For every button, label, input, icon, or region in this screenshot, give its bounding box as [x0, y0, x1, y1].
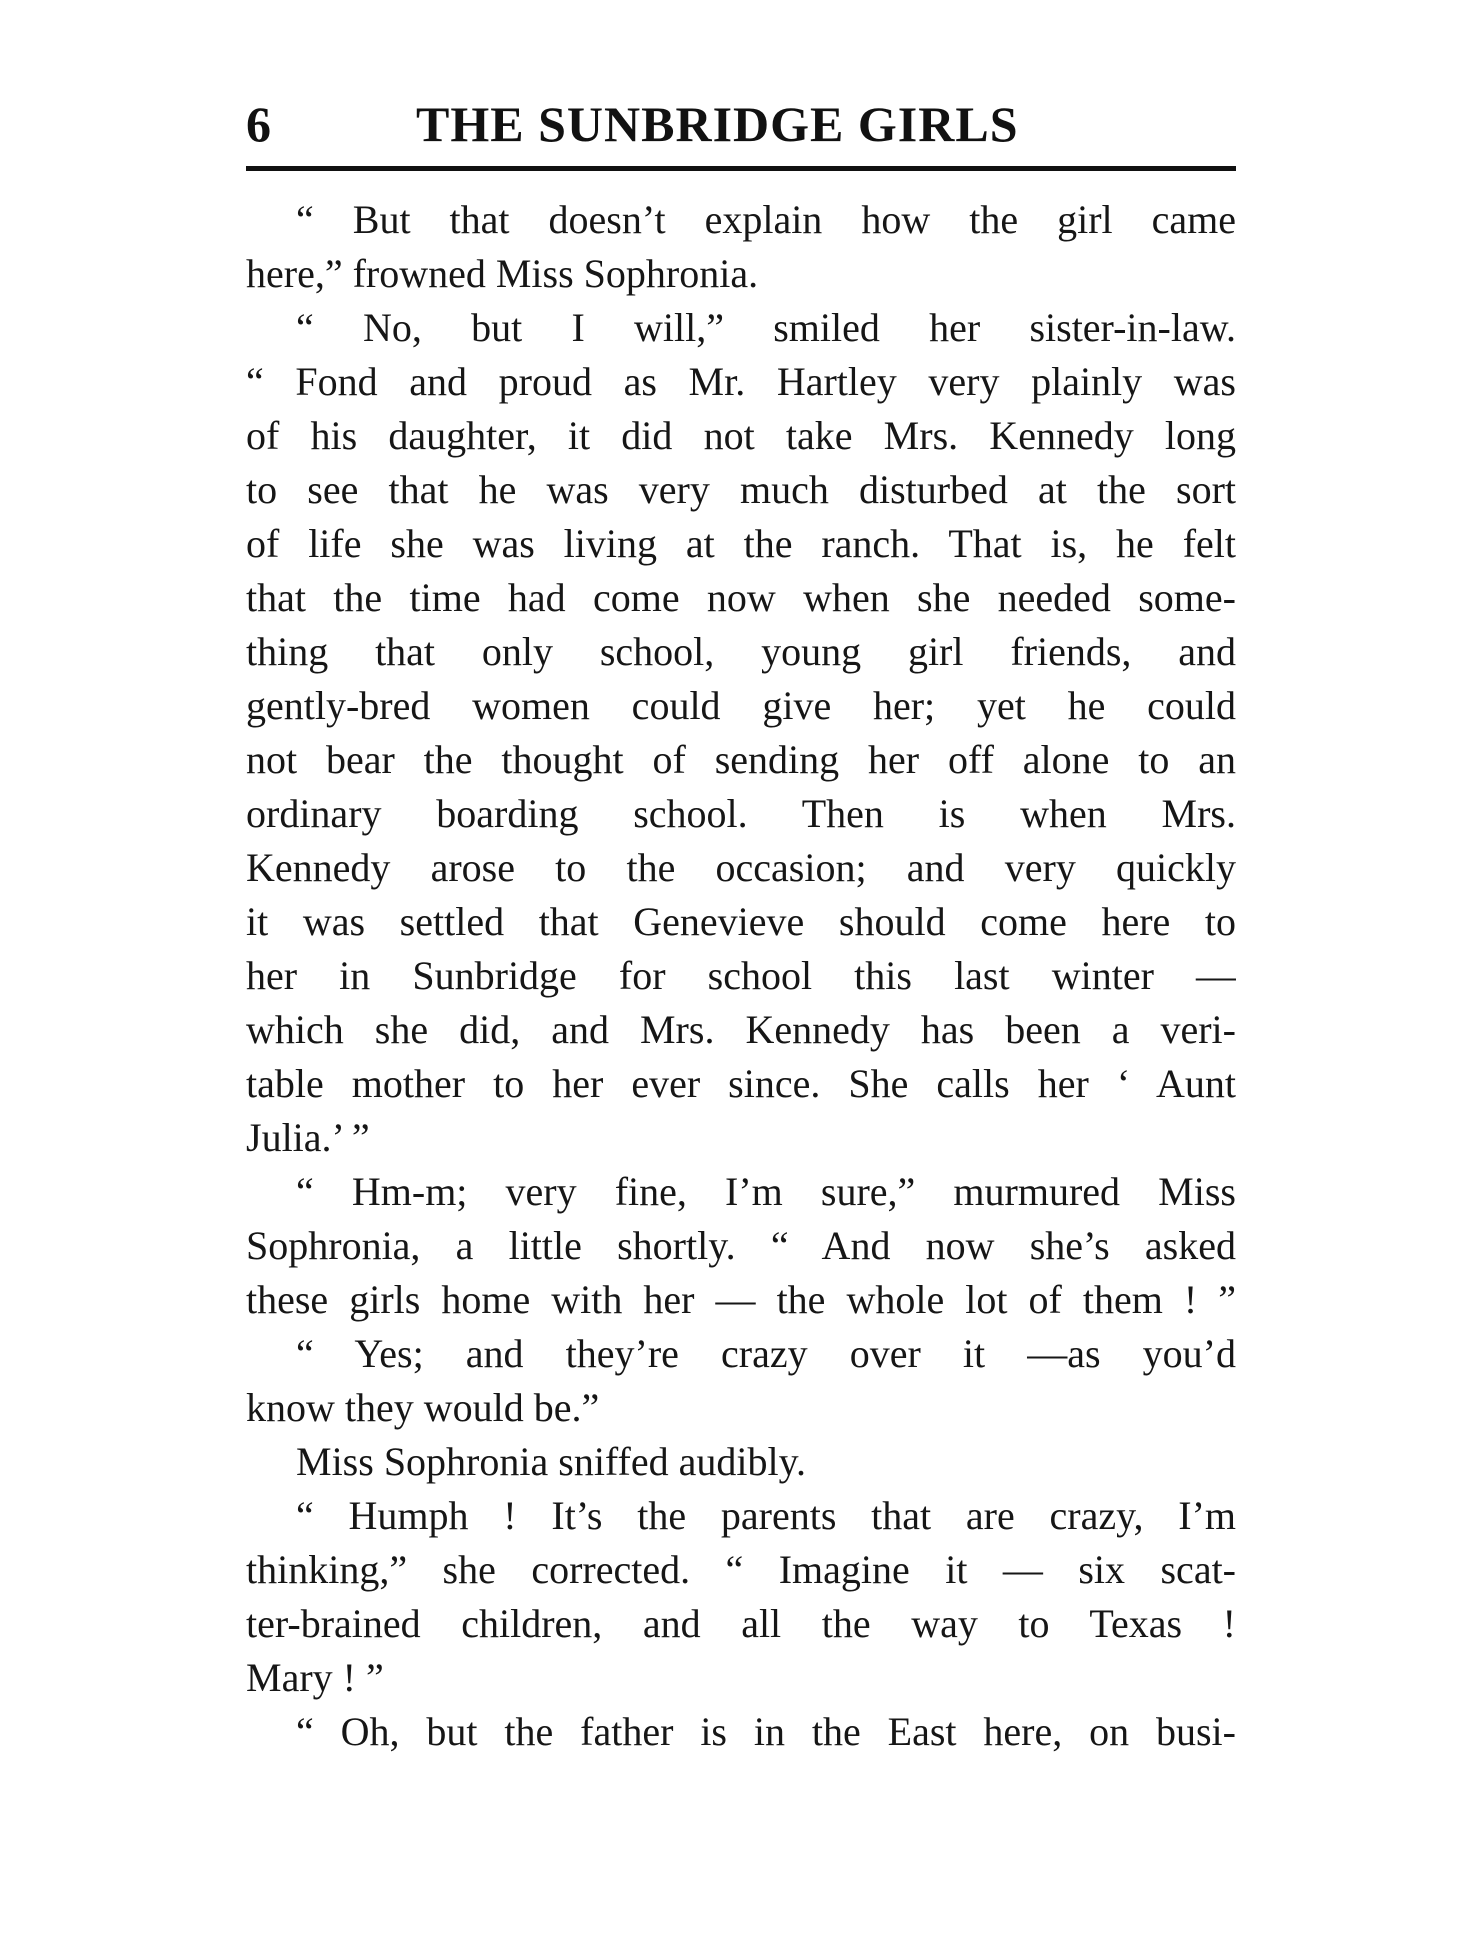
- text-line: thing that only school, young girl friends, and: [246, 629, 1236, 674]
- text-line: of his daughter, it did not take Mrs. Kennedy long: [246, 413, 1236, 458]
- text-line: Miss Sophronia sniffed audibly.: [296, 1439, 806, 1484]
- running-title: THE SUNBRIDGE GIRLS: [416, 96, 1019, 152]
- text-line: Mary ! ”: [246, 1655, 384, 1700]
- body-text: [246, 193, 1236, 1759]
- header-rule: [246, 166, 1236, 171]
- text-line: Julia.’ ”: [246, 1115, 370, 1160]
- text-line: “ Yes; and they’re crazy over it —as you’d: [296, 1331, 1236, 1376]
- text-line: these girls home with her — the whole lot of them ! ”: [246, 1277, 1236, 1322]
- text-line: which she did, and Mrs. Kennedy has been a veri-: [246, 1007, 1236, 1052]
- text-line: to see that he was very much disturbed at the sort: [246, 467, 1236, 512]
- text-line: “ No, but I will,” smiled her sister-in-law.: [296, 305, 1236, 350]
- page-header: [246, 94, 1236, 164]
- text-line: “ Oh, but the father is in the East here, on busi-: [296, 1709, 1236, 1754]
- text-line: it was settled that Genevieve should come here to: [246, 899, 1236, 944]
- text-line: ordinary boarding school. Then is when Mrs.: [246, 791, 1236, 836]
- text-line: that the time had come now when she needed some-: [246, 575, 1236, 620]
- text-line: “ But that doesn’t explain how the girl came: [296, 197, 1236, 242]
- text-line: Kennedy arose to the occasion; and very quickly: [246, 845, 1236, 890]
- text-line: thinking,” she corrected. “ Imagine it — six scat-: [246, 1547, 1236, 1592]
- text-line: know they would be.”: [246, 1385, 600, 1430]
- text-line: here,” frowned Miss Sophronia.: [246, 251, 759, 296]
- text-line: “ Humph ! It’s the parents that are crazy, I’m: [296, 1493, 1236, 1538]
- text-line: “ Hm-m; very fine, I’m sure,” murmured Miss: [296, 1169, 1236, 1214]
- text-line: her in Sunbridge for school this last winter —: [246, 953, 1236, 998]
- text-line: table mother to her ever since. She calls her ‘ Aunt: [246, 1061, 1236, 1106]
- text-line: ter-brained children, and all the way to Texas !: [246, 1601, 1236, 1646]
- text-line: not bear the thought of sending her off alone to an: [246, 737, 1236, 782]
- text-line: Sophronia, a little shortly. “ And now she’s asked: [246, 1223, 1236, 1268]
- text-line: gently-bred women could give her; yet he could: [246, 683, 1236, 728]
- text-line: of life she was living at the ranch. That is, he felt: [246, 521, 1236, 566]
- page-number: 6: [246, 96, 271, 152]
- text-line: “ Fond and proud as Mr. Hartley very plainly was: [246, 359, 1236, 404]
